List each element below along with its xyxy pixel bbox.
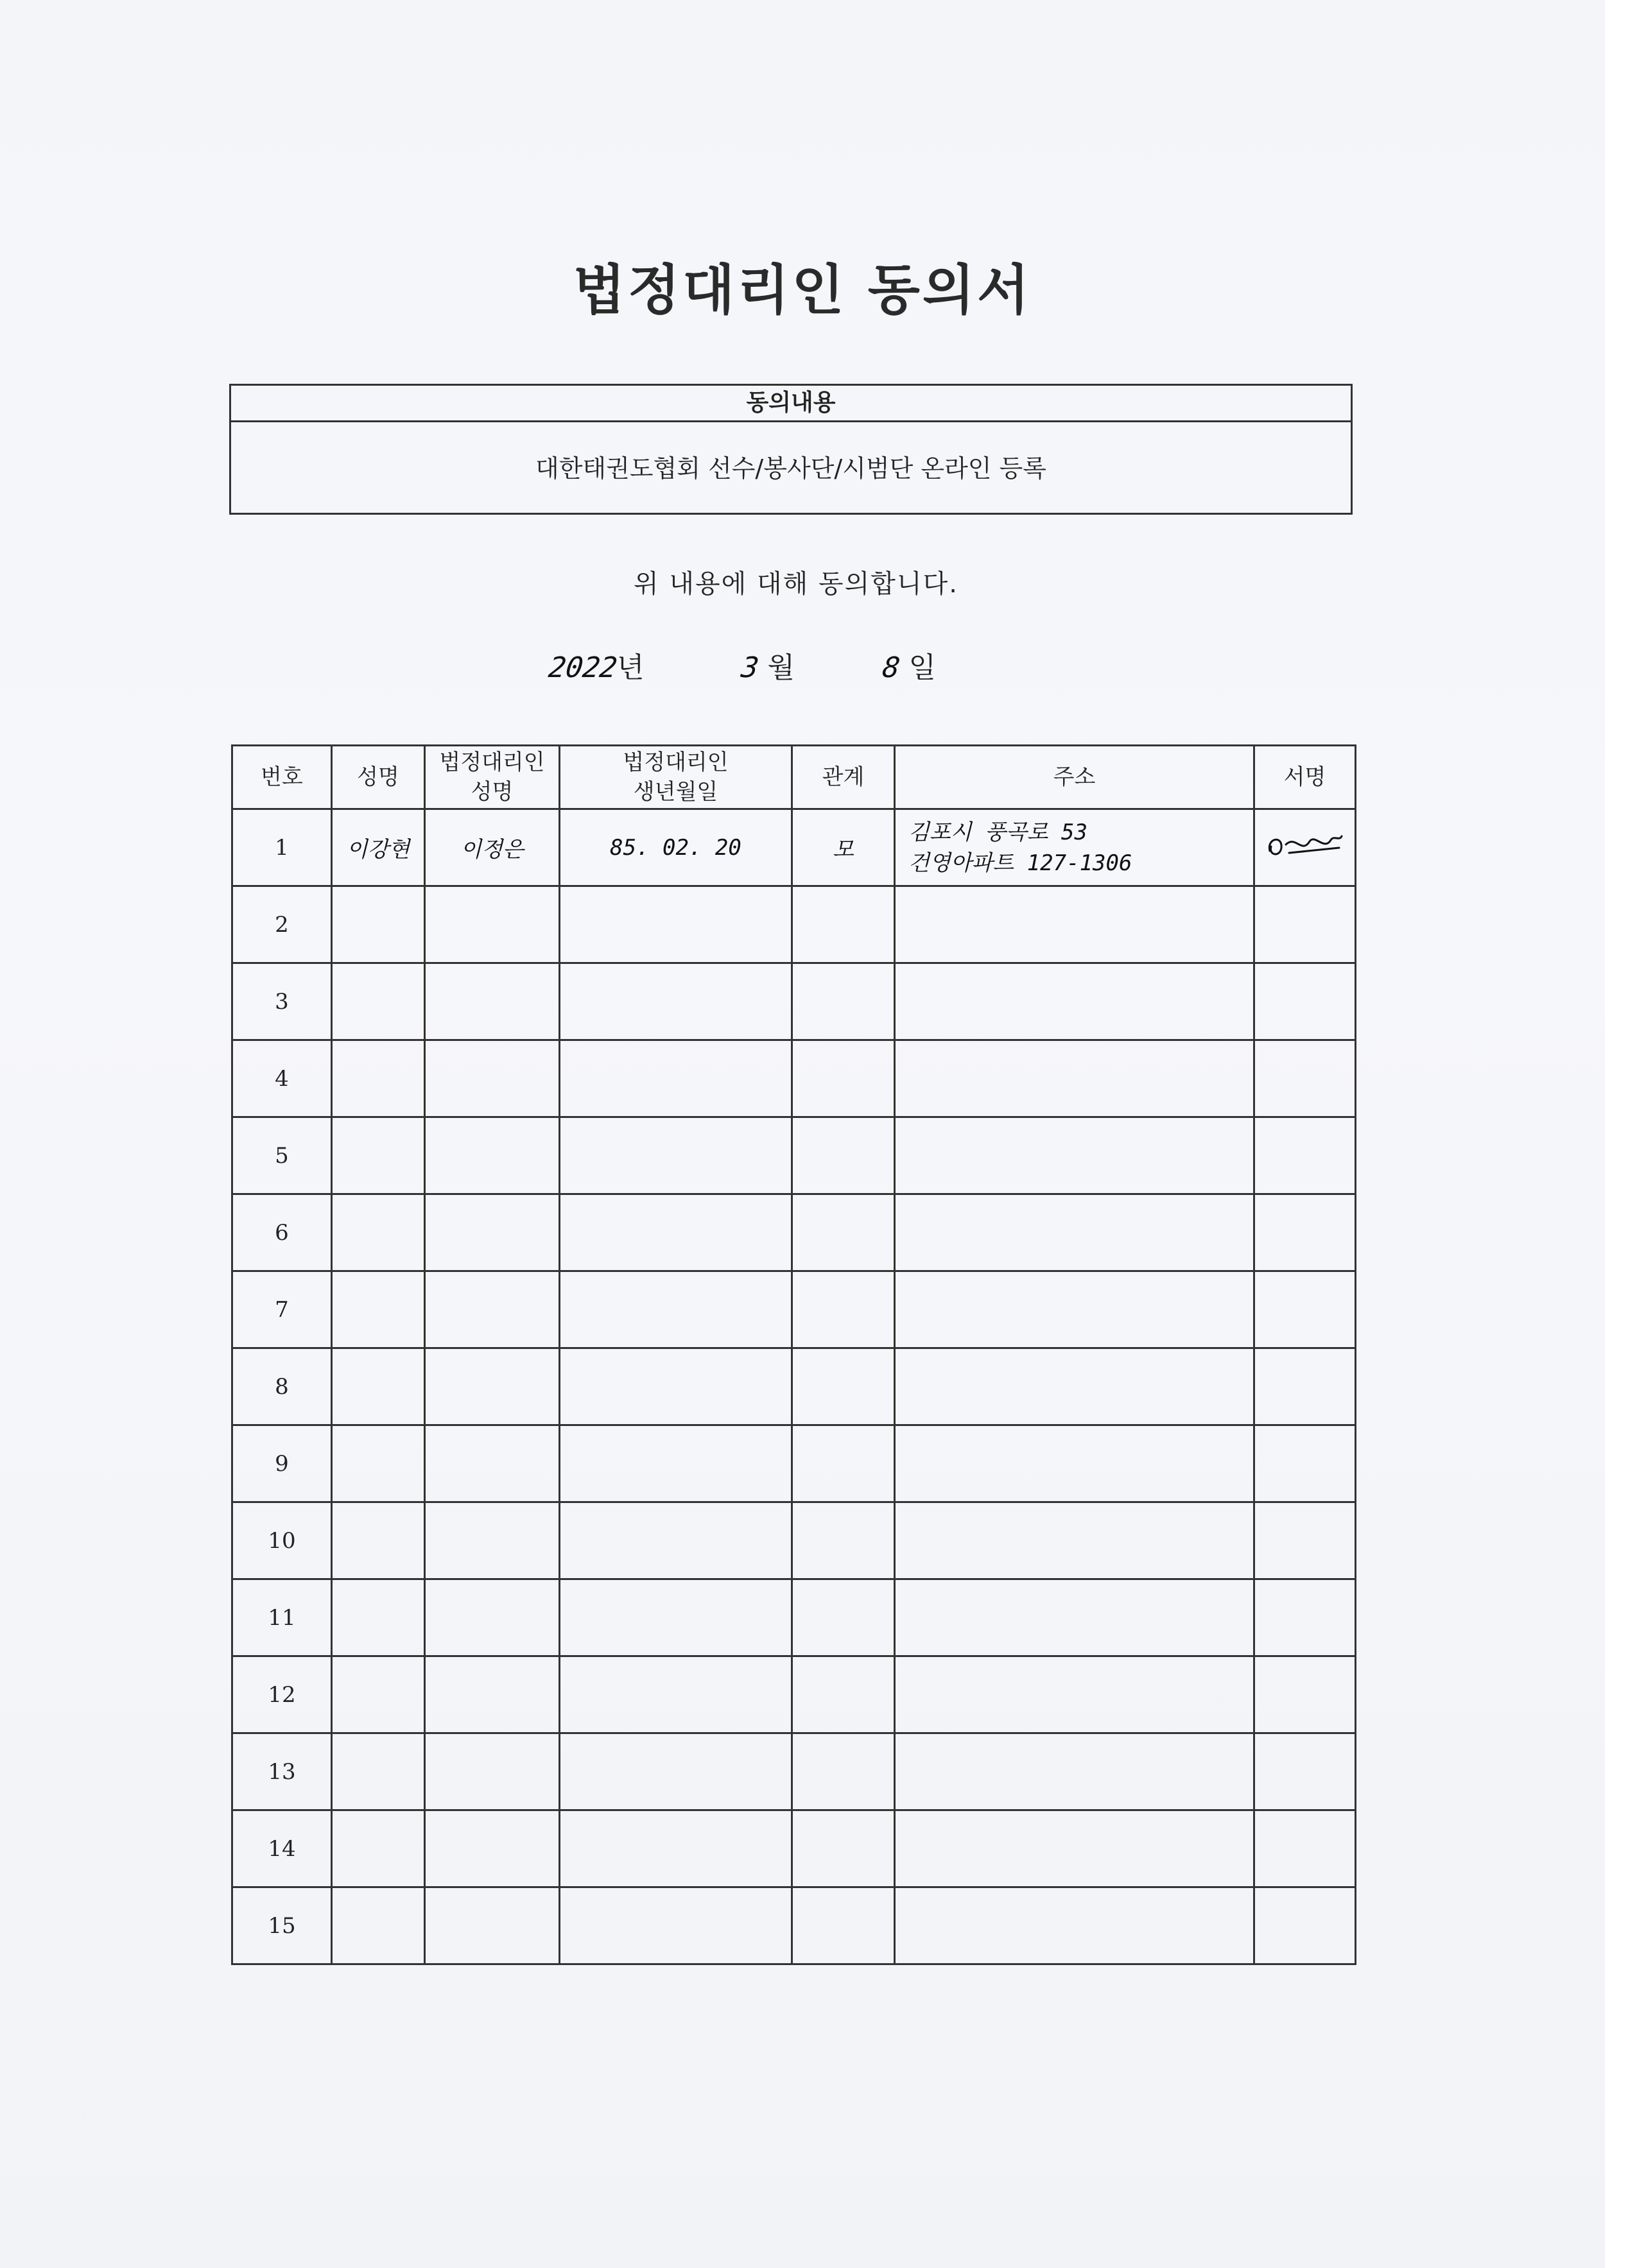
table-row <box>232 1502 1356 1579</box>
row-name <box>332 1425 425 1502</box>
row-signature <box>1254 1425 1356 1502</box>
row-address <box>895 1117 1254 1194</box>
row-name <box>332 1271 425 1348</box>
row-guardian-birth <box>560 1117 792 1194</box>
row-signature <box>1254 1733 1356 1810</box>
row-number: 7 <box>232 1271 332 1348</box>
row-guardian-birth <box>560 1733 792 1810</box>
header-name: 성명 <box>332 746 425 809</box>
row-signature <box>1254 1502 1356 1579</box>
row-name <box>332 1733 425 1810</box>
row-relation <box>792 1040 895 1117</box>
table-row <box>232 1271 1356 1348</box>
row-guardian-birth <box>560 1040 792 1117</box>
row-number: 8 <box>232 1348 332 1425</box>
row-number: 10 <box>232 1502 332 1579</box>
row-address <box>895 1579 1254 1656</box>
table-row <box>232 1040 1356 1117</box>
table-row <box>232 809 1356 886</box>
table-row <box>232 1117 1356 1194</box>
date-month-unit: 월 <box>767 651 795 684</box>
table-row <box>232 1810 1356 1887</box>
row-address <box>895 1502 1254 1579</box>
row-guardian-name <box>425 1194 560 1271</box>
row-address <box>895 963 1254 1040</box>
row-address <box>895 1656 1254 1733</box>
row-guardian-birth <box>560 1271 792 1348</box>
row-guardian-name <box>425 1656 560 1733</box>
header-guardian-name <box>425 746 560 809</box>
row-address <box>895 1425 1254 1502</box>
row-relation: 모 <box>792 809 895 886</box>
row-number: 11 <box>232 1579 332 1656</box>
row-guardian-birth <box>560 1348 792 1425</box>
row-number: 2 <box>232 886 332 963</box>
row-guardian-name <box>425 1502 560 1579</box>
row-guardian-name <box>425 1887 560 1964</box>
date-year-value: 2022 <box>546 651 619 684</box>
header-guardian-birth <box>560 746 792 809</box>
row-guardian-birth <box>560 1579 792 1656</box>
row-name <box>332 1194 425 1271</box>
consent-box <box>229 384 1353 515</box>
scan-margin <box>1605 0 1637 2268</box>
row-relation <box>792 963 895 1040</box>
header-relation: 관계 <box>792 746 895 809</box>
date-day-unit: 일 <box>908 651 937 684</box>
row-number: 5 <box>232 1117 332 1194</box>
row-name: 이강현 <box>332 809 425 886</box>
row-number: 1 <box>232 809 332 886</box>
row-guardian-birth <box>560 1887 792 1964</box>
row-guardian-name <box>425 1117 560 1194</box>
row-address <box>895 1733 1254 1810</box>
row-name <box>332 1117 425 1194</box>
table-row <box>232 1887 1356 1964</box>
row-guardian-name <box>425 1425 560 1502</box>
row-address-line2: 건영아파트 127-1306 <box>908 850 1132 876</box>
handwritten-signature <box>1263 822 1347 867</box>
consent-body: 대한태권도협회 선수/봉사단/시범단 온라인 등록 <box>535 454 1046 483</box>
row-signature <box>1254 1348 1356 1425</box>
row-address-line1: 김포시 풍곡로 53 <box>908 819 1087 845</box>
row-number: 12 <box>232 1656 332 1733</box>
row-relation <box>792 1194 895 1271</box>
row-name <box>332 1656 425 1733</box>
table-row <box>232 886 1356 963</box>
row-signature <box>1254 1656 1356 1733</box>
row-number: 9 <box>232 1425 332 1502</box>
row-guardian-birth <box>560 1656 792 1733</box>
date-day <box>880 644 937 689</box>
document-title: 법정대리인 동의서 <box>573 259 1032 322</box>
row-signature <box>1254 1887 1356 1964</box>
row-relation <box>792 1733 895 1810</box>
row-guardian-name <box>425 1733 560 1810</box>
table-row <box>232 1656 1356 1733</box>
row-name <box>332 1348 425 1425</box>
table-row <box>232 963 1356 1040</box>
row-number: 15 <box>232 1887 332 1964</box>
row-name <box>332 886 425 963</box>
row-guardian-name: 이정은 <box>425 809 560 886</box>
row-signature <box>1254 1271 1356 1348</box>
row-guardian-birth <box>560 1810 792 1887</box>
table-row <box>232 1425 1356 1502</box>
row-number: 13 <box>232 1733 332 1810</box>
row-signature <box>1254 1579 1356 1656</box>
row-name <box>332 1810 425 1887</box>
row-relation <box>792 1348 895 1425</box>
row-address <box>895 1887 1254 1964</box>
row-signature <box>1254 1040 1356 1117</box>
row-number: 3 <box>232 963 332 1040</box>
row-guardian-name <box>425 886 560 963</box>
agreement-text: 위 내용에 대해 동의합니다. <box>634 569 958 599</box>
row-relation <box>792 886 895 963</box>
row-address <box>895 1194 1254 1271</box>
row-number: 6 <box>232 1194 332 1271</box>
header-number: 번호 <box>232 746 332 809</box>
row-guardian-name <box>425 1348 560 1425</box>
row-signature <box>1254 886 1356 963</box>
row-signature <box>1254 1194 1356 1271</box>
date-year-unit: 년 <box>616 651 645 684</box>
header-guardian-birth-line2: 생년월일 <box>633 779 718 805</box>
row-guardian-birth <box>560 886 792 963</box>
row-relation <box>792 1271 895 1348</box>
row-name <box>332 1579 425 1656</box>
header-guardian-name-line1: 법정대리인 <box>439 750 545 775</box>
row-guardian-birth <box>560 1502 792 1579</box>
guardian-table <box>231 744 1356 1965</box>
row-name <box>332 1040 425 1117</box>
row-number: 4 <box>232 1040 332 1117</box>
row-name <box>332 963 425 1040</box>
row-relation <box>792 1810 895 1887</box>
consent-header: 동의내용 <box>231 386 1351 422</box>
row-signature <box>1254 1117 1356 1194</box>
row-relation <box>792 1502 895 1579</box>
row-address <box>895 1040 1254 1117</box>
table-header-row <box>232 746 1356 809</box>
date-year <box>546 644 645 689</box>
header-guardian-birth-line1: 법정대리인 <box>623 750 729 775</box>
date-month-value: 3 <box>739 651 761 684</box>
row-relation <box>792 1656 895 1733</box>
row-address <box>895 1348 1254 1425</box>
row-guardian-birth <box>560 1194 792 1271</box>
header-address: 주소 <box>895 746 1254 809</box>
header-signature: 서명 <box>1254 746 1356 809</box>
row-signature <box>1254 809 1356 886</box>
row-signature <box>1254 963 1356 1040</box>
row-name <box>332 1502 425 1579</box>
row-guardian-birth <box>560 1425 792 1502</box>
row-number: 14 <box>232 1810 332 1887</box>
row-guardian-name <box>425 1271 560 1348</box>
row-relation <box>792 1579 895 1656</box>
row-guardian-birth: 85. 02. 20 <box>560 809 792 886</box>
row-guardian-birth <box>560 963 792 1040</box>
row-name <box>332 1887 425 1964</box>
date-day-value: 8 <box>880 651 903 684</box>
row-address <box>895 809 1254 886</box>
row-guardian-name <box>425 963 560 1040</box>
row-address <box>895 1810 1254 1887</box>
row-guardian-name <box>425 1579 560 1656</box>
row-relation <box>792 1425 895 1502</box>
date-month <box>741 644 795 689</box>
table-row <box>232 1348 1356 1425</box>
row-address <box>895 1271 1254 1348</box>
row-guardian-name <box>425 1040 560 1117</box>
row-relation <box>792 1887 895 1964</box>
table-row <box>232 1579 1356 1656</box>
table-row <box>232 1194 1356 1271</box>
row-signature <box>1254 1810 1356 1887</box>
row-address <box>895 886 1254 963</box>
header-guardian-name-line2: 성명 <box>471 779 514 805</box>
table-row <box>232 1733 1356 1810</box>
row-relation <box>792 1117 895 1194</box>
row-guardian-name <box>425 1810 560 1887</box>
